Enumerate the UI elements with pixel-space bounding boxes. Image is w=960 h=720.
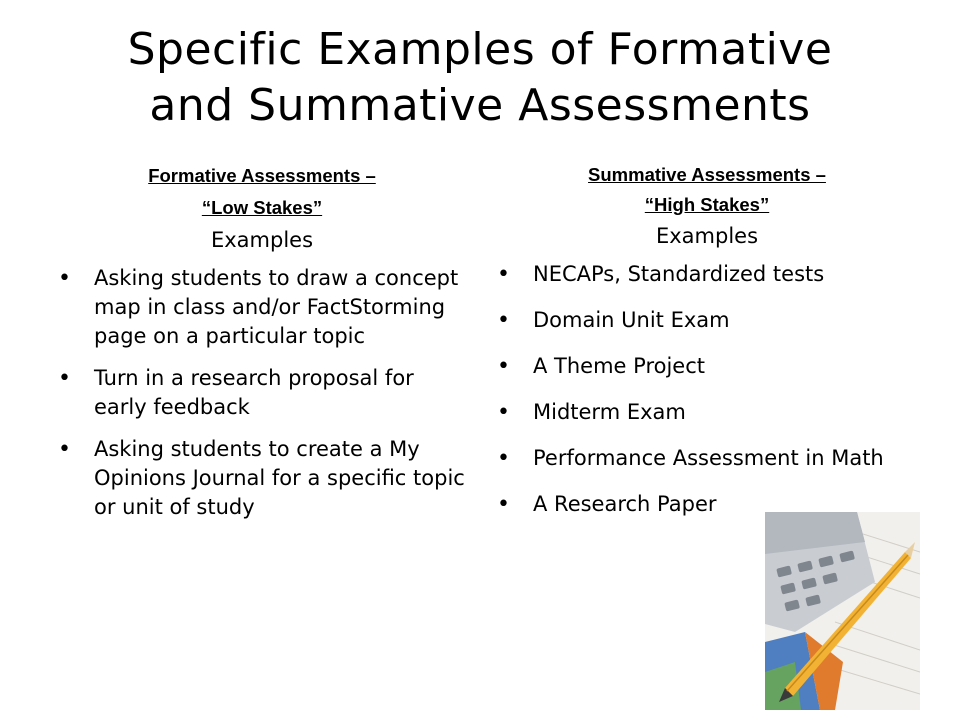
- title-line-2: and Summative Assessments: [149, 80, 811, 131]
- formative-examples-label: Examples: [210, 228, 314, 252]
- formative-heading: [58, 160, 466, 224]
- list-item: • A Theme Project: [497, 352, 917, 381]
- title-line-1: Specific Examples of Formative: [127, 24, 833, 75]
- list-item: • Domain Unit Exam: [497, 306, 917, 335]
- summative-column: [497, 160, 917, 536]
- summative-heading-line-1: Summative Assessments –: [588, 164, 826, 185]
- calculator-pencil-icon: [765, 512, 920, 710]
- list-item: • Asking students to draw a concept map in class and/or FactStorming page on a particular topic: [58, 264, 466, 351]
- summative-heading: [497, 160, 917, 220]
- formative-list: [58, 264, 466, 522]
- list-item: • Asking students to create a My Opinions Journal for a specific topic or unit of study: [58, 435, 466, 522]
- summative-list: [497, 260, 917, 519]
- list-item: • Performance Assessment in Math: [497, 444, 917, 473]
- list-item: • Turn in a research proposal for early feedback: [58, 364, 466, 422]
- list-item: • NECAPs, Standardized tests: [497, 260, 917, 289]
- summative-examples-label: Examples: [655, 224, 759, 248]
- formative-heading-line-2: “Low Stakes”: [201, 197, 323, 218]
- slide-title: [40, 22, 920, 134]
- list-item: • Midterm Exam: [497, 398, 917, 427]
- list-item: • A Research Paper: [497, 490, 917, 519]
- calculator-pencil-image: [765, 512, 920, 710]
- summative-heading-line-2: “High Stakes”: [644, 194, 770, 215]
- formative-heading-line-1: Formative Assessments –: [148, 165, 376, 186]
- formative-column: [58, 160, 466, 535]
